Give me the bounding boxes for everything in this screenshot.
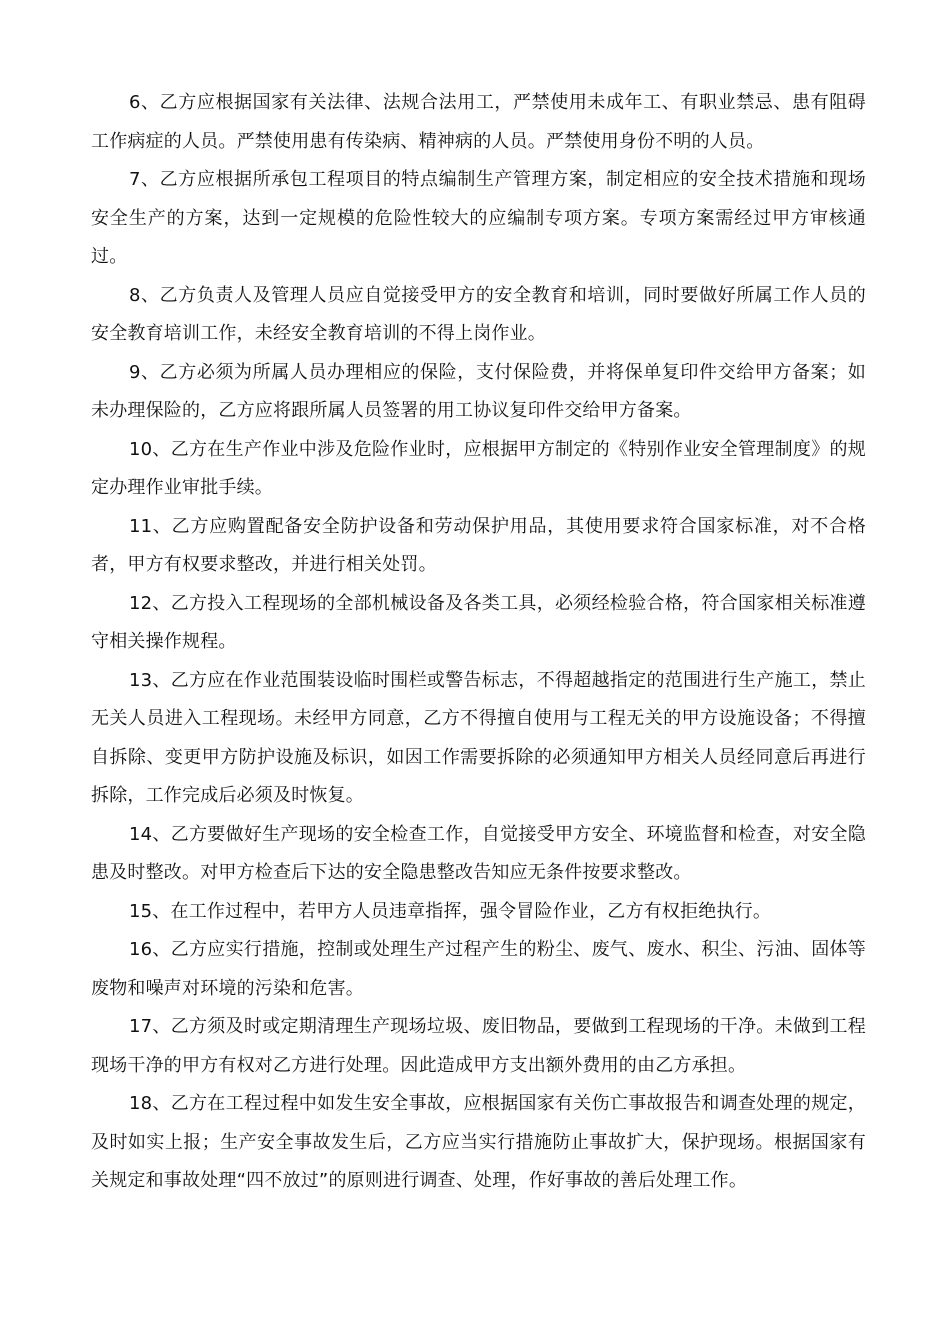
clause-17: 17、乙方须及时或定期清理生产现场垃圾、废旧物品，要做到工程现场的干净。未做到工程现场干净的甲方有权对乙方进行处理。因此造成甲方支出额外费用的由乙方承担。 (91, 1016, 866, 1076)
clause-14: 14、乙方要做好生产现场的安全检查工作，自觉接受甲方安全、环境监督和检查，对安全隐患及时整改。对甲方检查后下达的安全隐患整改告知应无条件按要求整改。 (91, 823, 866, 883)
clause-18: 18、乙方在工程过程中如发生安全事故，应根据国家有关伤亡事故报告和调查处理的规定，及时如实上报；生产安全事故发生后，乙方应当实行措施防止事故扩大，保护现场。根据国家有关规定和事故处理“四不放过”的原则进行调查、处理，作好事故的善后处理工作。 (91, 1093, 866, 1191)
clause-12: 12、乙方投入工程现场的全部机械设备及各类工具，必须经检验合格，符合国家相关标准遵守相关操作规程。 (91, 592, 866, 652)
clause-11: 11、乙方应购置配备安全防护设备和劳动保护用品，其使用要求符合国家标准，对不合格者，甲方有权要求整改，并进行相关处罚。 (91, 515, 866, 575)
clause-15: 15、在工作过程中，若甲方人员违章指挥，强令冒险作业，乙方有权拒绝执行。 (129, 900, 772, 922)
document-body (91, 84, 866, 1201)
clause-13: 13、乙方应在作业范围装设临时围栏或警告标志，不得超越指定的范围进行生产施工，禁止无关人员进入工程现场。未经甲方同意，乙方不得擅自使用与工程无关的甲方设施设备；不得擅自拆除、变更甲方防护设施及标识，如因工作需要拆除的必须通知甲方相关人员经同意后再进行拆除，工作完成后必须及时恢复。 (91, 669, 866, 806)
clause-7: 7、乙方应根据所承包工程项目的特点编制生产管理方案，制定相应的安全技术措施和现场安全生产的方案，达到一定规模的危险性较大的应编制专项方案。专项方案需经过甲方审核通过。 (91, 169, 866, 267)
clause-8: 8、乙方负责人及管理人员应自觉接受甲方的安全教育和培训，同时要做好所属工作人员的安全教育培训工作，未经安全教育培训的不得上岗作业。 (91, 284, 866, 344)
clause-16: 16、乙方应实行措施，控制或处理生产过程产生的粉尘、废气、废水、积尘、污油、固体等废物和噪声对环境的污染和危害。 (91, 939, 866, 999)
clause-10: 10、乙方在生产作业中涉及危险作业时，应根据甲方制定的《特别作业安全管理制度》的规定办理作业审批手续。 (91, 438, 866, 498)
clause-6: 6、乙方应根据国家有关法律、法规合法用工，严禁使用未成年工、有职业禁忌、患有阻碍工作病症的人员。严禁使用患有传染病、精神病的人员。严禁使用身份不明的人员。 (91, 92, 866, 152)
clause-9: 9、乙方必须为所属人员办理相应的保险，支付保险费，并将保单复印件交给甲方备案；如未办理保险的，乙方应将跟所属人员签署的用工协议复印件交给甲方备案。 (91, 361, 866, 421)
